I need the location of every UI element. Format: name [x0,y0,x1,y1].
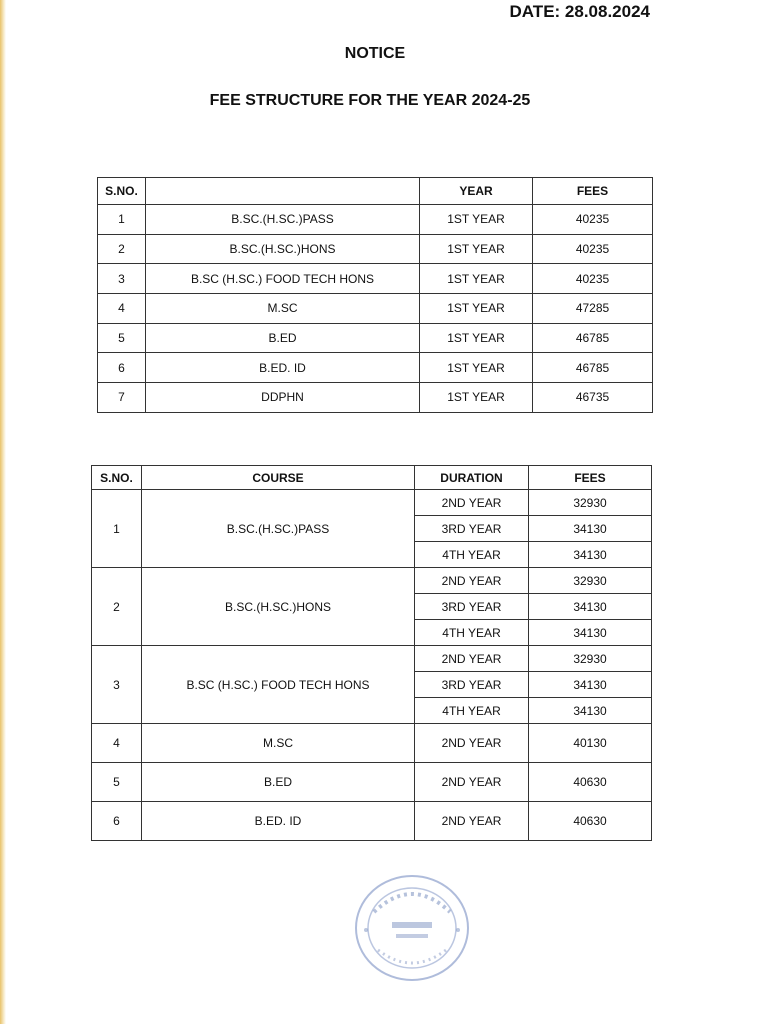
table-row [92,490,652,516]
cell-course: M.SC [146,294,420,324]
cell-fees: 40235 [533,264,653,294]
header-course [146,178,420,205]
cell-course: B.SC.(H.SC.)PASS [142,490,415,568]
table-row [92,802,652,841]
cell-duration: 2ND YEAR [415,724,529,763]
cell-fees: 34130 [529,542,652,568]
cell-sno: 2 [98,234,146,264]
cell-duration: 2ND YEAR [415,763,529,802]
first-year-fee-table [97,177,653,413]
cell-fees: 40235 [533,234,653,264]
table-row [98,294,653,324]
cell-year: 1ST YEAR [420,264,533,294]
header-sno: S.NO. [92,466,142,490]
notice-heading: NOTICE [344,45,406,62]
cell-fees: 47285 [533,294,653,324]
cell-duration: 3RD YEAR [415,516,529,542]
cell-year: 1ST YEAR [420,383,533,413]
cell-sno: 5 [98,323,146,353]
cell-course: B.SC (H.SC.) FOOD TECH HONS [146,264,420,294]
table-row [98,323,653,353]
cell-fees: 40130 [529,724,652,763]
cell-duration: 4TH YEAR [415,698,529,724]
cell-fees: 34130 [529,620,652,646]
cell-sno: 1 [98,205,146,235]
cell-course: B.SC.(H.SC.)HONS [142,568,415,646]
cell-duration: 2ND YEAR [415,646,529,672]
cell-sno: 6 [98,353,146,383]
cell-course: M.SC [142,724,415,763]
cell-year: 1ST YEAR [420,353,533,383]
table-row [98,383,653,413]
cell-sno: 3 [98,264,146,294]
cell-sno: 4 [98,294,146,324]
cell-year: 1ST YEAR [420,205,533,235]
table-row [98,353,653,383]
table-row [98,234,653,264]
table-row [92,568,652,594]
notice-date: DATE: 28.08.2024 [509,2,650,21]
cell-sno: 5 [92,763,142,802]
cell-course: B.ED [146,323,420,353]
cell-duration: 2ND YEAR [415,568,529,594]
table-row [92,763,652,802]
cell-fees: 32930 [529,568,652,594]
cell-year: 1ST YEAR [420,323,533,353]
office-seal-icon [352,872,472,984]
table-header-row [92,466,652,490]
cell-duration: 2ND YEAR [415,490,529,516]
cell-sno: 3 [92,646,142,724]
table-header-row [98,178,653,205]
fee-structure-title: FEE STRUCTURE FOR THE YEAR 2024-25 [209,92,531,109]
cell-sno: 4 [92,724,142,763]
cell-fees: 34130 [529,672,652,698]
header-fees: FEES [533,178,653,205]
table-row [92,724,652,763]
cell-course: B.SC.(H.SC.)PASS [146,205,420,235]
table-row [98,205,653,235]
cell-fees: 40630 [529,802,652,841]
header-year: YEAR [420,178,533,205]
cell-course: B.ED. ID [146,353,420,383]
cell-fees: 32930 [529,646,652,672]
cell-sno: 2 [92,568,142,646]
cell-course: B.ED [142,763,415,802]
header-sno: S.NO. [98,178,146,205]
cell-sno: 7 [98,383,146,413]
cell-duration: 2ND YEAR [415,802,529,841]
cell-course: B.SC (H.SC.) FOOD TECH HONS [142,646,415,724]
cell-year: 1ST YEAR [420,294,533,324]
cell-fees: 32930 [529,490,652,516]
cell-course: B.ED. ID [142,802,415,841]
header-fees: FEES [529,466,652,490]
cell-fees: 34130 [529,516,652,542]
header-course: COURSE [142,466,415,490]
cell-fees: 46785 [533,323,653,353]
cell-fees: 34130 [529,698,652,724]
table-row [92,646,652,672]
cell-sno: 1 [92,490,142,568]
cell-duration: 4TH YEAR [415,542,529,568]
cell-fees: 40630 [529,763,652,802]
cell-sno: 6 [92,802,142,841]
cell-fees: 46785 [533,353,653,383]
cell-course: DDPHN [146,383,420,413]
paper-edge [0,0,6,1024]
cell-fees: 46735 [533,383,653,413]
cell-year: 1ST YEAR [420,234,533,264]
cell-duration: 3RD YEAR [415,672,529,698]
subsequent-year-fee-table [91,465,652,841]
cell-fees: 40235 [533,205,653,235]
cell-duration: 3RD YEAR [415,594,529,620]
cell-course: B.SC.(H.SC.)HONS [146,234,420,264]
header-duration: DURATION [415,466,529,490]
cell-duration: 4TH YEAR [415,620,529,646]
table-row [98,264,653,294]
cell-fees: 34130 [529,594,652,620]
